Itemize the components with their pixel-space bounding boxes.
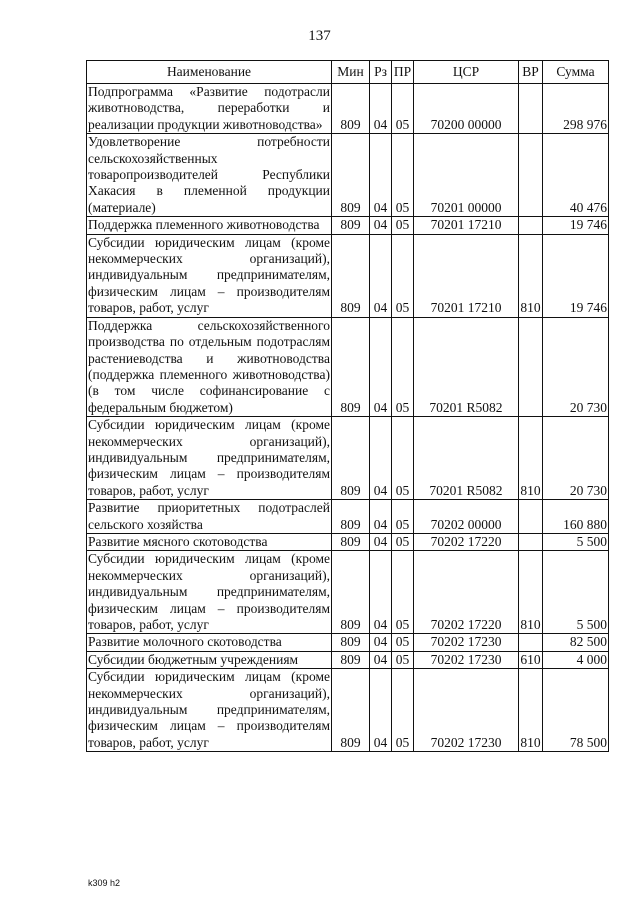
header-pr: ПР	[392, 61, 414, 84]
cell-sum: 19 746	[543, 234, 609, 317]
cell-csr: 70201 R5082	[414, 417, 519, 500]
cell-sum: 82 500	[543, 634, 609, 651]
header-csr: ЦСР	[414, 61, 519, 84]
table-row	[87, 669, 609, 752]
cell-vr	[519, 634, 543, 651]
cell-pr: 05	[392, 651, 414, 668]
table-row	[87, 634, 609, 651]
cell-name: Удовлетворение потребности сельскохозяйственных товаропроизводителей Республики Хакасия в племенной продукции (материале)	[88, 134, 330, 215]
header-name: Наименование	[87, 61, 332, 84]
cell-pr: 05	[392, 134, 414, 217]
table-row	[87, 84, 609, 134]
header-vr: ВР	[519, 61, 543, 84]
cell-vr	[519, 500, 543, 534]
cell-vr: 810	[519, 551, 543, 634]
table-header-row	[87, 61, 609, 84]
cell-rz: 04	[370, 551, 392, 634]
table-row	[87, 217, 609, 234]
cell-rz: 04	[370, 317, 392, 416]
table-row	[87, 234, 609, 317]
cell-pr: 05	[392, 634, 414, 651]
cell-min: 809	[332, 634, 370, 651]
cell-sum: 160 880	[543, 500, 609, 534]
cell-sum: 19 746	[543, 217, 609, 234]
cell-pr: 05	[392, 217, 414, 234]
cell-min: 809	[332, 500, 370, 534]
table-row	[87, 651, 609, 668]
cell-vr: 810	[519, 669, 543, 752]
cell-rz: 04	[370, 651, 392, 668]
cell-csr: 70202 17230	[414, 651, 519, 668]
cell-vr	[519, 84, 543, 134]
table-row	[87, 500, 609, 534]
cell-rz: 04	[370, 134, 392, 217]
cell-min: 809	[332, 234, 370, 317]
cell-rz: 04	[370, 417, 392, 500]
header-min: Мин	[332, 61, 370, 84]
cell-vr: 610	[520, 651, 541, 667]
cell-name: Субсидии юридическим лицам (кроме некоммерческих организаций), индивидуальным предпринимателям, физическим лицам – производителям товаров, работ, услуг	[88, 417, 330, 498]
table-row	[87, 317, 609, 416]
cell-min: 809	[332, 84, 370, 134]
cell-csr: 70201 00000	[414, 134, 519, 217]
footer-code: k309 h2	[88, 878, 121, 888]
table-row	[87, 417, 609, 500]
header-sum: Сумма	[543, 61, 609, 84]
cell-vr	[519, 533, 543, 550]
cell-sum: 4 000	[543, 651, 609, 668]
cell-rz: 04	[370, 217, 392, 234]
cell-pr: 05	[392, 669, 414, 752]
cell-csr: 70201 17210	[414, 217, 519, 234]
cell-pr: 05	[392, 234, 414, 317]
cell-min: 809	[332, 417, 370, 500]
cell-min: 809	[332, 533, 370, 550]
page-number: 137	[308, 28, 331, 44]
cell-sum: 40 476	[543, 134, 609, 217]
cell-vr	[519, 217, 543, 234]
cell-rz: 04	[370, 533, 392, 550]
cell-csr: 70201 R5082	[414, 317, 519, 416]
cell-vr	[519, 317, 543, 416]
cell-min: 809	[332, 669, 370, 752]
header-rz: Рз	[370, 61, 392, 84]
cell-rz: 04	[370, 634, 392, 651]
cell-name: Субсидии бюджетным учреждениям	[87, 651, 332, 668]
cell-pr: 05	[392, 551, 414, 634]
cell-name: Субсидии юридическим лицам (кроме некоммерческих организаций), индивидуальным предпринимателям, физическим лицам – производителям товаров, работ, услуг	[88, 551, 330, 632]
cell-sum: 20 730	[543, 317, 609, 416]
cell-pr: 05	[392, 317, 414, 416]
cell-csr: 70202 17220	[414, 533, 519, 550]
cell-pr: 05	[392, 500, 414, 534]
cell-name: Подпрограмма «Развитие подотрасли животноводства, переработки и реализации продукции животноводства»	[88, 84, 330, 132]
cell-pr: 05	[392, 84, 414, 134]
cell-name: Поддержка сельскохозяйственного производства по отдельным подотраслям растениеводства и животноводства (поддержка племенного животноводства) (в том числе софинансирование с федеральным бюджетом)	[88, 317, 330, 415]
cell-csr: 70200 00000	[414, 84, 519, 134]
cell-rz: 04	[370, 234, 392, 317]
cell-min: 809	[332, 134, 370, 217]
table-row	[87, 533, 609, 550]
cell-pr: 05	[392, 533, 414, 550]
cell-rz: 04	[370, 84, 392, 134]
cell-sum: 20 730	[543, 417, 609, 500]
cell-sum: 5 500	[543, 533, 609, 550]
cell-name: Субсидии юридическим лицам (кроме некоммерческих организаций), индивидуальным предпринимателям, физическим лицам – производителям товаров, работ, услуг	[88, 234, 330, 316]
cell-min: 809	[332, 217, 370, 234]
cell-rz: 04	[370, 500, 392, 534]
cell-pr: 05	[392, 417, 414, 500]
cell-name: Поддержка племенного животноводства	[87, 217, 332, 234]
cell-name: Развитие приоритетных подотраслей сельского хозяйства	[88, 500, 330, 532]
cell-sum: 5 500	[543, 551, 609, 634]
cell-min: 809	[332, 317, 370, 416]
cell-rz: 04	[370, 669, 392, 752]
cell-vr: 810	[519, 234, 543, 317]
cell-vr	[519, 134, 543, 217]
cell-name: Развитие мясного скотоводства	[87, 533, 332, 550]
cell-csr: 70202 17230	[414, 634, 519, 651]
cell-csr: 70202 17220	[414, 551, 519, 634]
cell-csr: 70202 00000	[414, 500, 519, 534]
cell-min: 809	[332, 551, 370, 634]
cell-name: Субсидии юридическим лицам (кроме некоммерческих организаций), индивидуальным предпринимателям, физическим лицам – производителям товаров, работ, услуг	[88, 669, 330, 750]
table-row	[87, 551, 609, 634]
cell-csr: 70201 17210	[414, 234, 519, 317]
table-body	[87, 84, 609, 752]
cell-sum: 78 500	[543, 669, 609, 752]
cell-min: 809	[332, 651, 370, 668]
cell-sum: 298 976	[543, 84, 609, 134]
budget-table	[86, 60, 609, 752]
cell-csr: 70202 17230	[414, 669, 519, 752]
cell-vr: 810	[519, 417, 543, 500]
cell-name: Развитие молочного скотоводства	[87, 634, 332, 651]
table-row	[87, 134, 609, 217]
